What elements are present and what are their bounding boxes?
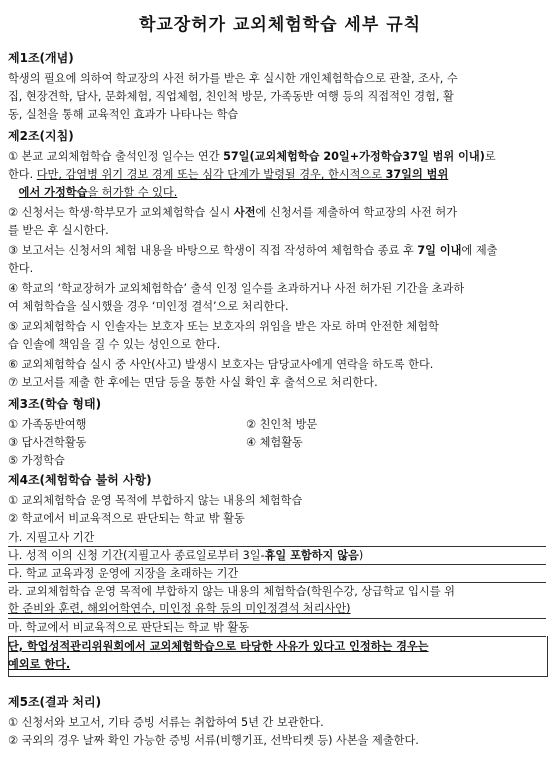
article-2-item-1-line-1: ① 본교 교외체험학습 출석인정 일수는 연간 57일(교외체험학습 20일+가정학습37일 범위 이내)로 xyxy=(8,150,496,163)
article-3-heading: 제3조(학습 형태) xyxy=(8,397,102,411)
article-2-item-4-line-1: ④ 학교의 ‘학교장허가 교외체험학습’ 출석 인정 일수를 초과하거나 사전 허가된 기간을 초과하 xyxy=(8,282,465,295)
article-4-item-1: ① 교외체험학습 운영 목적에 부합하지 않는 내용의 체험학습 xyxy=(8,494,303,507)
learning-type-row-1 xyxy=(8,416,554,433)
article-2-item-3-line-2: 한다. xyxy=(8,262,34,275)
article-2-item-5-line-1: ⑤ 교외체험학습 시 인솔자는 보호자 또는 보호자의 위임을 받은 자로 하며 안전한 체험학 xyxy=(8,320,439,333)
learning-type-5: ⑤ 가정학습 xyxy=(8,454,65,467)
restricted-period-da: 다. 학교 교육과정 운영에 지장을 초래하는 기간 xyxy=(8,567,239,580)
article-5-item-1: ① 신청서와 보고서, 기타 증빙 서류는 취합하여 5년 간 보관한다. xyxy=(8,716,324,729)
learning-type-4: ④ 체험활동 xyxy=(246,436,303,449)
article-4-item-2: ② 학교에서 비교육적으로 판단되는 학교 밖 활동 xyxy=(8,512,245,525)
attendance-days-limit: 57일(교외체험학습 20일+가정학습37일 범위 이내) xyxy=(223,150,485,163)
article-2-item-6: ⑥ 교외체험학습 실시 중 사안(사고) 발생시 보호자는 담당교사에게 연락을 하도록 한다. xyxy=(8,358,434,371)
article-2-heading: 제2조(지침) xyxy=(8,129,74,143)
restricted-period-ma: 마. 학교에서 비교육적으로 판단되는 학교 밖 활동 xyxy=(8,621,250,634)
exception-note-line-2: 예외로 한다. xyxy=(8,658,71,671)
restricted-period-ra-line-1: 라. 교외체험학습 운영 목적에 부합하지 않는 내용의 체험학습(학원수강, 상급학교 입시를 위 xyxy=(8,585,455,598)
article-1-heading: 제1조(개념) xyxy=(8,51,74,65)
restricted-period-ra-line-2: 한 준비와 훈련, 해외어학연수, 미인정 유학 등의 미인정결석 처리사안) xyxy=(8,602,351,615)
learning-type-2: ② 친인척 방문 xyxy=(246,418,318,431)
document-title: 학교장허가 교외체험학습 세부 규칙 xyxy=(138,15,422,35)
restricted-period-na: 나. 성적 이의 신청 기간(지필고사 종료일로부터 3일-휴일 포함하지 않음) xyxy=(8,549,364,562)
restricted-period-ga: 가. 지필고사 기간 xyxy=(8,531,95,544)
article-2-item-1-line-2: 한다. 다만, 감염병 위기 경보 경계 또는 심각 단계가 발령될 경우, 한시적으로 37일의 범위 xyxy=(8,168,449,181)
article-2-item-1-line-3: 에서 가정학습을 허가할 수 있다. xyxy=(18,186,178,199)
article-2-item-3-line-1: ③ 보고서는 신청서의 체험 내용을 바탕으로 학생이 직접 작성하여 체험학습 종료 후 7일 이내에 제출 xyxy=(8,244,498,257)
article-2-item-2-line-2: 를 받은 후 실시한다. xyxy=(8,224,109,237)
article-1-line-2: 집, 현장견학, 답사, 문화체험, 직업체험, 친인척 방문, 가족동반 여행 등의 직접적인 경험, 활 xyxy=(8,90,454,103)
article-1-line-3: 동, 실천을 통해 교육적인 효과가 나타나는 학습 xyxy=(8,108,239,121)
article-1-line-1: 학생의 필요에 의하여 학교장의 사전 허가를 받은 후 실시한 개인체험학습으로 관찰, 조사, 수 xyxy=(8,72,458,85)
exception-note-line-1: 단, 학업성적관리위원회에서 교외체험학습으로 타당한 사유가 있다고 인정하는 경우는 xyxy=(8,640,429,653)
learning-type-3: ③ 답사견학활동 xyxy=(8,436,87,449)
article-2-item-2-line-1: ② 신청서는 학생·학부모가 교외체험학습 실시 사전에 신청서를 제출하여 학교장의 사전 허가 xyxy=(8,206,458,219)
article-2-item-7: ⑦ 보고서를 제출 한 후에는 면담 등을 통한 사실 확인 후 출석으로 처리한다. xyxy=(8,376,378,389)
article-5-heading: 제5조(결과 처리) xyxy=(8,695,102,709)
article-5-item-2: ② 국외의 경우 날짜 확인 가능한 증빙 서류(비행기표, 선박티켓 등) 사본을 제출한다. xyxy=(8,734,419,747)
article-4-heading: 제4조(체험학습 불허 사항) xyxy=(8,473,152,487)
article-2-item-4-line-2: 여 체험학습을 실시했을 경우 ‘미인정 결석’으로 처리한다. xyxy=(8,300,289,313)
learning-type-row-2 xyxy=(8,434,554,451)
learning-type-1: ① 가족동반여행 xyxy=(8,418,87,431)
article-2-item-5-line-2: 습 인솔에 책임을 질 수 있는 성인으로 한다. xyxy=(8,338,221,351)
